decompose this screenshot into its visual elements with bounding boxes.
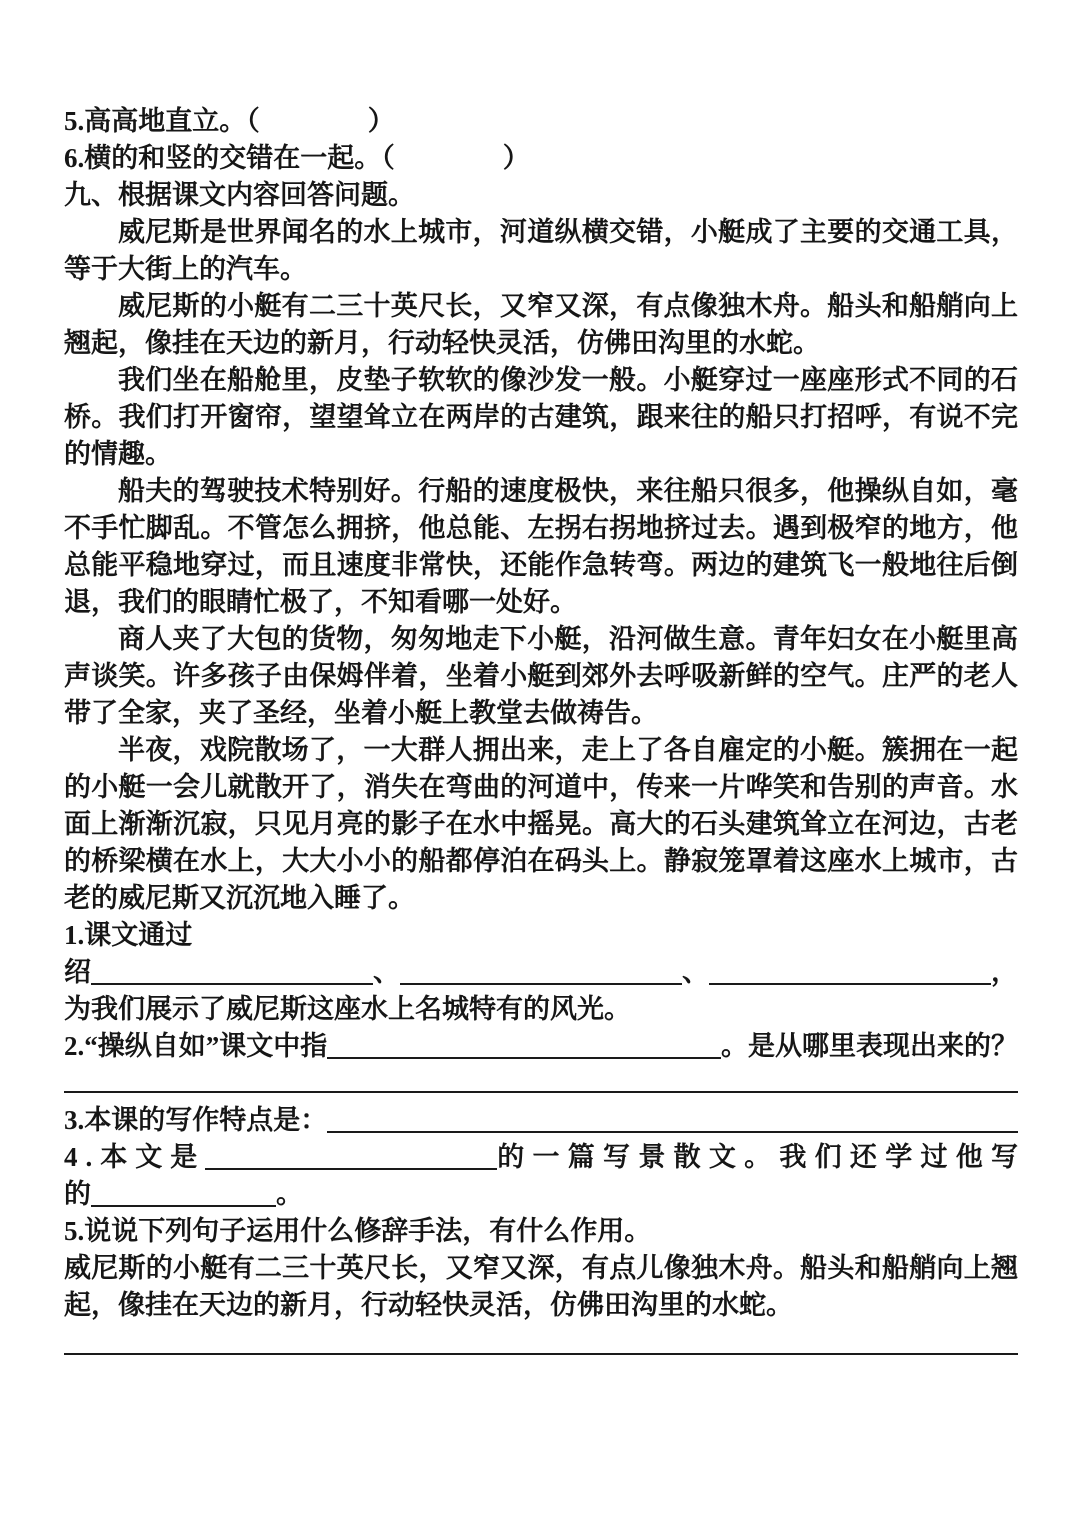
question-2-prefix: 2.“操纵自如”课文中指 xyxy=(64,1031,328,1061)
passage-paragraph-6: 半夜，戏院散场了，一大群人拥出来，走上了各自雇定的小艇。簇拥在一起的小艇一会儿就散开了，消失在弯曲的河道中，传来一片哗笑和告别的声音。水面上渐渐沉寂，只见月亮的影子在水中摇晃。高大的石头建筑耸立在河边，古老的桥梁横在水上，大大小小的船都停泊在码头上。静寂笼罩着这座水上城市，古老的威尼斯又沉沉地入睡了。 xyxy=(64,735,1018,913)
question-4-prefix: 4.本文是 xyxy=(64,1142,206,1172)
question-1-lead: 1.课文通过 xyxy=(64,920,193,950)
answer-blank xyxy=(709,983,991,985)
answer-line xyxy=(64,1065,1018,1093)
question-1-separator: 、 xyxy=(373,957,400,987)
question-4-line2-prefix: 的 xyxy=(64,1179,91,1209)
answer-blank xyxy=(205,1168,497,1170)
question-3-prefix: 3.本课的写作特点是： xyxy=(64,1105,328,1135)
question-1-comma: ， xyxy=(991,957,1018,987)
answer-blank xyxy=(400,983,682,985)
answer-blank xyxy=(91,1205,276,1207)
question-2-suffix: 。是从哪里表现出来的？ xyxy=(721,1031,1018,1061)
passage-paragraph-1: 威尼斯是世界闻名的水上城市，河道纵横交错，小艇成了主要的交通工具，等于大街上的汽车。 xyxy=(64,217,1018,284)
question-4-middle: 的一篇写景散文。我们还学过他写 xyxy=(497,1142,1018,1172)
answer-blank xyxy=(91,983,373,985)
question-4-line-2 xyxy=(64,1176,1018,1213)
passage-paragraph-3: 我们坐在船舱里，皮垫子软软的像沙发一般。小艇穿过一座座形式不同的石桥。我们打开窗帘，望望耸立在两岸的古建筑，跟来往的船只打招呼，有说不完的情趣。 xyxy=(64,365,1018,469)
answer-blank xyxy=(327,1131,1018,1133)
passage-paragraph-4: 船夫的驾驶技术特别好。行船的速度极快，来往船只很多，他操纵自如，毫不手忙脚乱。不管怎么拥挤，他总能、左拐右拐地挤过去。遇到极窄的地方，他总能平稳地穿过，而且速度非常快，还能作急转弯。两边的建筑飞一般地往后倒退，我们的眼睛忙极了，不知看哪一处好。 xyxy=(64,476,1018,617)
question-1-tail: 为我们展示了威尼斯这座水上名城特有的风光。 xyxy=(64,994,631,1024)
question-5-sentence: 威尼斯的小艇有二三十英尺长，又窄又深，有点儿像独木舟。船头和船艄向上翘起，像挂在天边的新月，行动轻快灵活，仿佛田沟里的水蛇。 xyxy=(64,1253,1018,1320)
section-heading: 九、根据课文内容回答问题。 xyxy=(64,180,415,210)
question-3-line xyxy=(64,1102,1018,1139)
exercise-item-6: 6.横的和竖的交错在一起。（ ） xyxy=(64,143,530,173)
exercise-item-5: 5.高高地直立。（ ） xyxy=(64,106,395,136)
passage-paragraph-5: 商人夹了大包的货物，匆匆地走下小艇，沿河做生意。青年妇女在小艇里高声谈笑。许多孩子由保姆伴着，坐着小艇到郊外去呼吸新鲜的空气。庄严的老人带了全家，夹了圣经，坐着小艇上教堂去做祷告。 xyxy=(64,624,1018,728)
passage-paragraph-2: 威尼斯的小艇有二三十英尺长，又窄又深，有点像独木舟。船头和船艄向上翘起，像挂在天边的新月，行动轻快灵活，仿佛田沟里的水蛇。 xyxy=(64,291,1018,358)
question-2-line xyxy=(64,1028,1018,1065)
question-1-separator: 、 xyxy=(682,957,709,987)
answer-line xyxy=(64,1324,1018,1355)
question-5-title: 5.说说下列句子运用什么修辞手法，有什么作用。 xyxy=(64,1216,652,1246)
question-4-line-1 xyxy=(64,1139,1018,1176)
question-1-prefix: 绍 xyxy=(64,957,91,987)
question-4-period: 。 xyxy=(276,1179,303,1209)
answer-blank xyxy=(327,1057,721,1059)
question-1-blank-line xyxy=(64,954,1018,991)
